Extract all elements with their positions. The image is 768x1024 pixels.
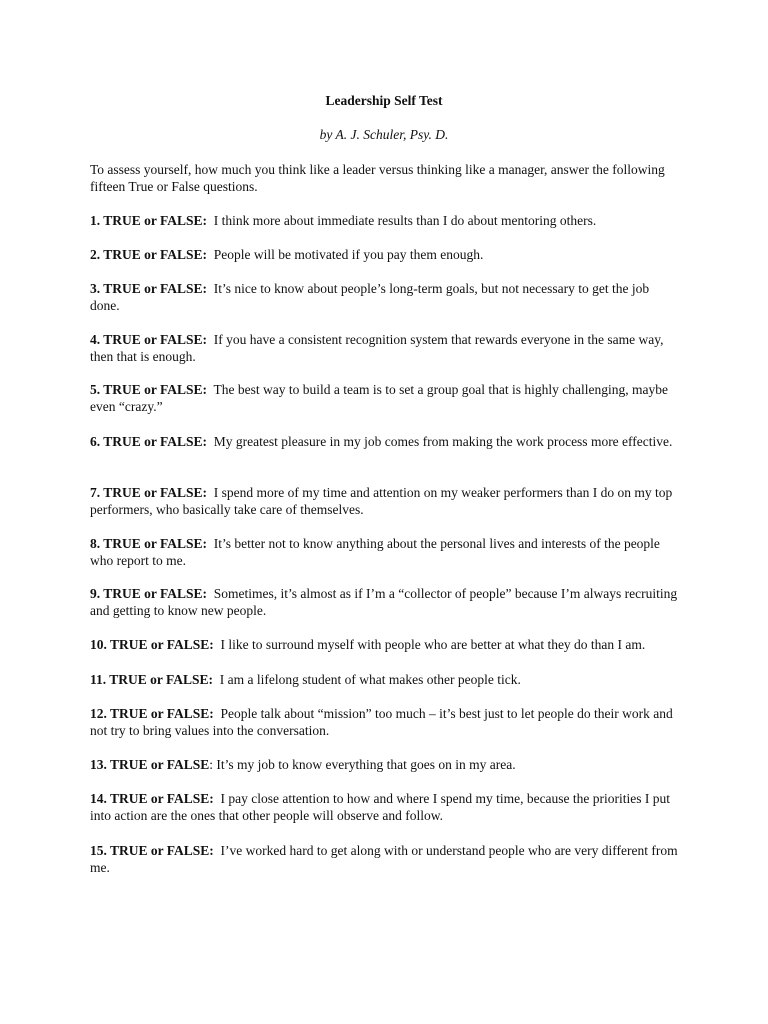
question-12	[90, 705, 680, 739]
question-text: I think more about immediate results than I do about mentoring others.	[213, 213, 597, 228]
question-label: 6. TRUE or FALSE:	[90, 434, 208, 449]
question-text: The best way to build a team is to set a group goal that is highly challenging, maybe even “crazy.”	[90, 382, 668, 414]
question-label: 8. TRUE or FALSE:	[90, 536, 208, 551]
question-7	[90, 484, 680, 518]
question-2	[90, 246, 680, 263]
question-text: My greatest pleasure in my job comes from making the work process more effective.	[213, 434, 673, 449]
question-11	[90, 671, 680, 688]
question-text: : It’s my job to know everything that goes on in my area.	[209, 757, 516, 772]
question-label: 1. TRUE or FALSE:	[90, 213, 208, 228]
question-text: I am a lifelong student of what makes other people tick.	[219, 672, 521, 687]
question-text: Sometimes, it’s almost as if I’m a “collector of people” because I’m always recruiting and getting to know new people.	[90, 586, 678, 618]
question-6	[90, 433, 680, 450]
question-10	[90, 636, 680, 653]
question-8	[90, 535, 680, 569]
question-label: 2. TRUE or FALSE:	[90, 247, 208, 262]
question-text: I pay close attention to how and where I spend my time, because the priorities I put into action are the ones that other people will observe and follow.	[90, 791, 671, 823]
question-13	[90, 756, 680, 773]
question-label: 7. TRUE or FALSE:	[90, 485, 208, 500]
question-text: I’ve worked hard to get along with or understand people who are very different from me.	[90, 843, 678, 875]
question-text: It’s better not to know anything about the personal lives and interests of the people who report to me.	[90, 536, 660, 568]
question-label: 14. TRUE or FALSE:	[90, 791, 214, 806]
question-label: 9. TRUE or FALSE:	[90, 586, 208, 601]
document-byline: by A. J. Schuler, Psy. D.	[319, 127, 449, 142]
question-5	[90, 381, 680, 415]
question-label: 11. TRUE or FALSE:	[90, 672, 214, 687]
intro-paragraph: To assess yourself, how much you think like a leader versus thinking like a manager, answer the following fifteen True or False questions.	[90, 162, 665, 194]
question-label: 15. TRUE or FALSE:	[90, 843, 214, 858]
question-label: 5. TRUE or FALSE:	[90, 382, 208, 397]
question-text: I spend more of my time and attention on my weaker performers than I do on my top performers, who basically take care of themselves.	[90, 485, 673, 517]
question-9	[90, 585, 680, 619]
question-15	[90, 842, 680, 876]
question-label: 13. TRUE or FALSE	[90, 757, 210, 772]
question-4	[90, 331, 680, 365]
question-text: It’s nice to know about people’s long-term goals, but not necessary to get the job done.	[90, 281, 650, 313]
question-label: 12. TRUE or FALSE:	[90, 706, 214, 721]
question-label: 3. TRUE or FALSE:	[90, 281, 208, 296]
question-text: If you have a consistent recognition system that rewards everyone in the same way, then that is enough.	[90, 332, 664, 364]
document-title: Leadership Self Test	[325, 93, 443, 108]
question-text: I like to surround myself with people who are better at what they do than I am.	[220, 637, 646, 652]
question-label: 10. TRUE or FALSE:	[90, 637, 214, 652]
question-3	[90, 280, 680, 314]
question-text: People talk about “mission” too much – it’s best just to let people do their work and not try to bring values into the conversation.	[90, 706, 673, 738]
question-label: 4. TRUE or FALSE:	[90, 332, 208, 347]
question-14	[90, 790, 680, 824]
question-text: People will be motivated if you pay them enough.	[213, 247, 484, 262]
question-1	[90, 212, 680, 229]
